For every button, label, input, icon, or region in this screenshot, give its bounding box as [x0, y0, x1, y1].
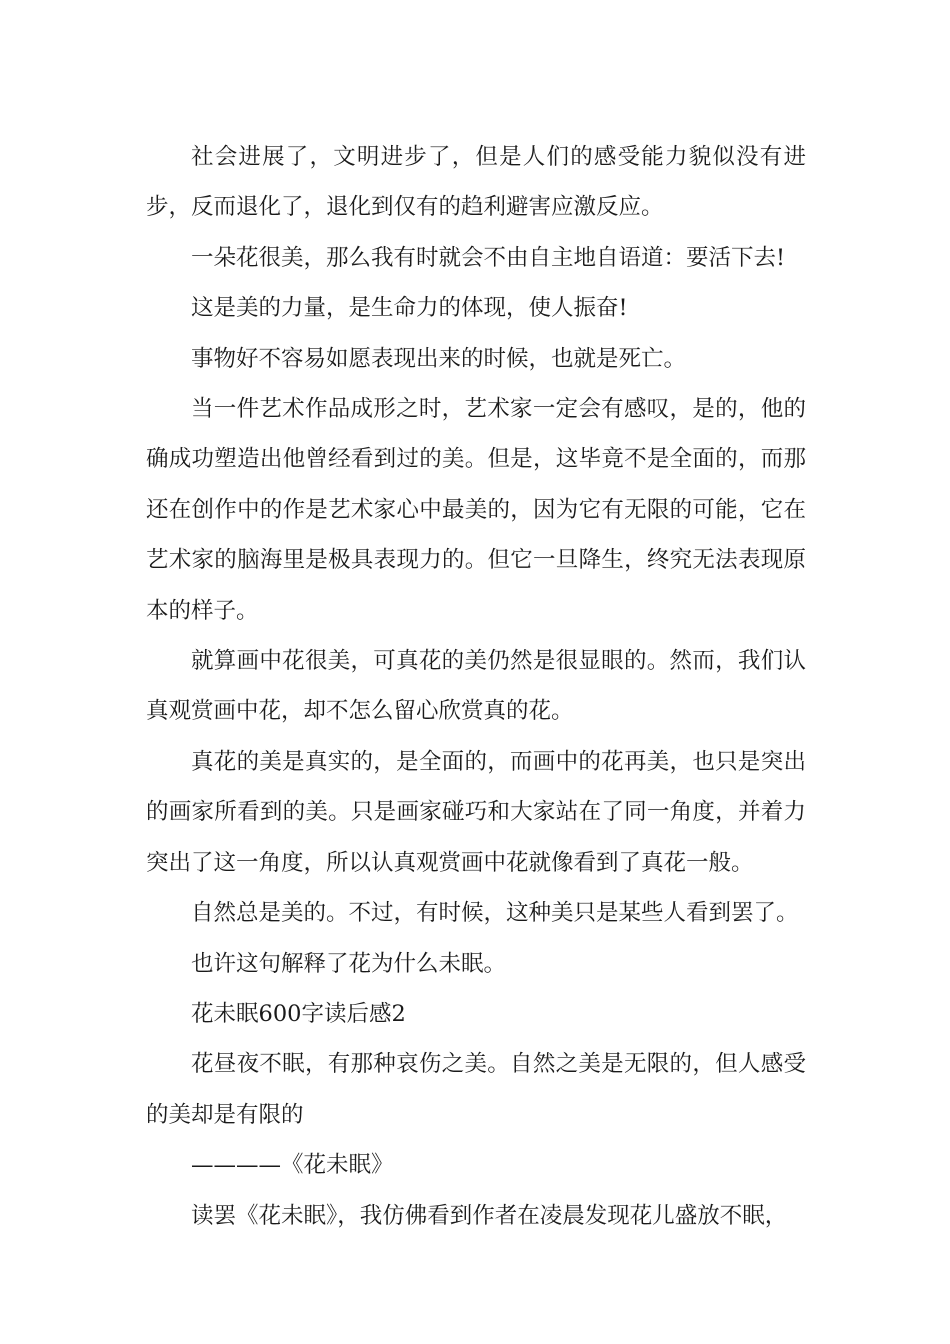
paragraph: 也许这句解释了花为什么未眠。	[191, 950, 507, 977]
paragraph: 事物好不容易如愿表现出来的时候，也就是死亡。	[191, 345, 687, 372]
paragraph: 这是美的力量，是生命力的体现，使人振奋!	[191, 295, 628, 322]
paragraph: 社会进展了，文明进步了，但是人们的感受能力貌似没有进步，反而退化了，退化到仅有的趋利避害应激反应。	[146, 144, 806, 221]
paragraph: 一朵花很美，那么我有时就会不由自主地自语道：要活下去!	[191, 244, 786, 271]
paragraph: 当一件艺术作品成形之时，艺术家一定会有感叹，是的，他的确成功塑造出他曾经看到过的美。但是，这毕竟不是全面的，而那还在创作中的作是艺术家心中最美的，因为它有无限的可能，它在艺术家的脑海里是极具表现力的。但它一旦降生，终究无法表现原本的样子。	[146, 396, 806, 624]
article-body	[146, 132, 806, 1241]
section-heading: 花未眠600字读后感2	[191, 1000, 406, 1027]
paragraph: 就算画中花很美，可真花的美仍然是很显眼的。然而，我们认真观赏画中花，却不怎么留心欣赏真的花。	[146, 648, 806, 725]
paragraph: 读罢《花未眠》，我仿佛看到作者在凌晨发现花儿盛放不眠，	[191, 1202, 788, 1229]
paragraph: 自然总是美的。不过，有时候，这种美只是某些人看到罢了。	[191, 900, 799, 927]
paragraph: 花昼夜不眠，有那种哀伤之美。自然之美是无限的，但人感受的美却是有限的	[146, 1051, 806, 1128]
quote-attribution: ————《花未眠》	[191, 1152, 394, 1179]
paragraph: 真花的美是真实的，是全面的，而画中的花再美，也只是突出的画家所看到的美。只是画家碰巧和大家站在了同一角度，并着力突出了这一角度，所以认真观赏画中花就像看到了真花一般。	[146, 748, 806, 876]
